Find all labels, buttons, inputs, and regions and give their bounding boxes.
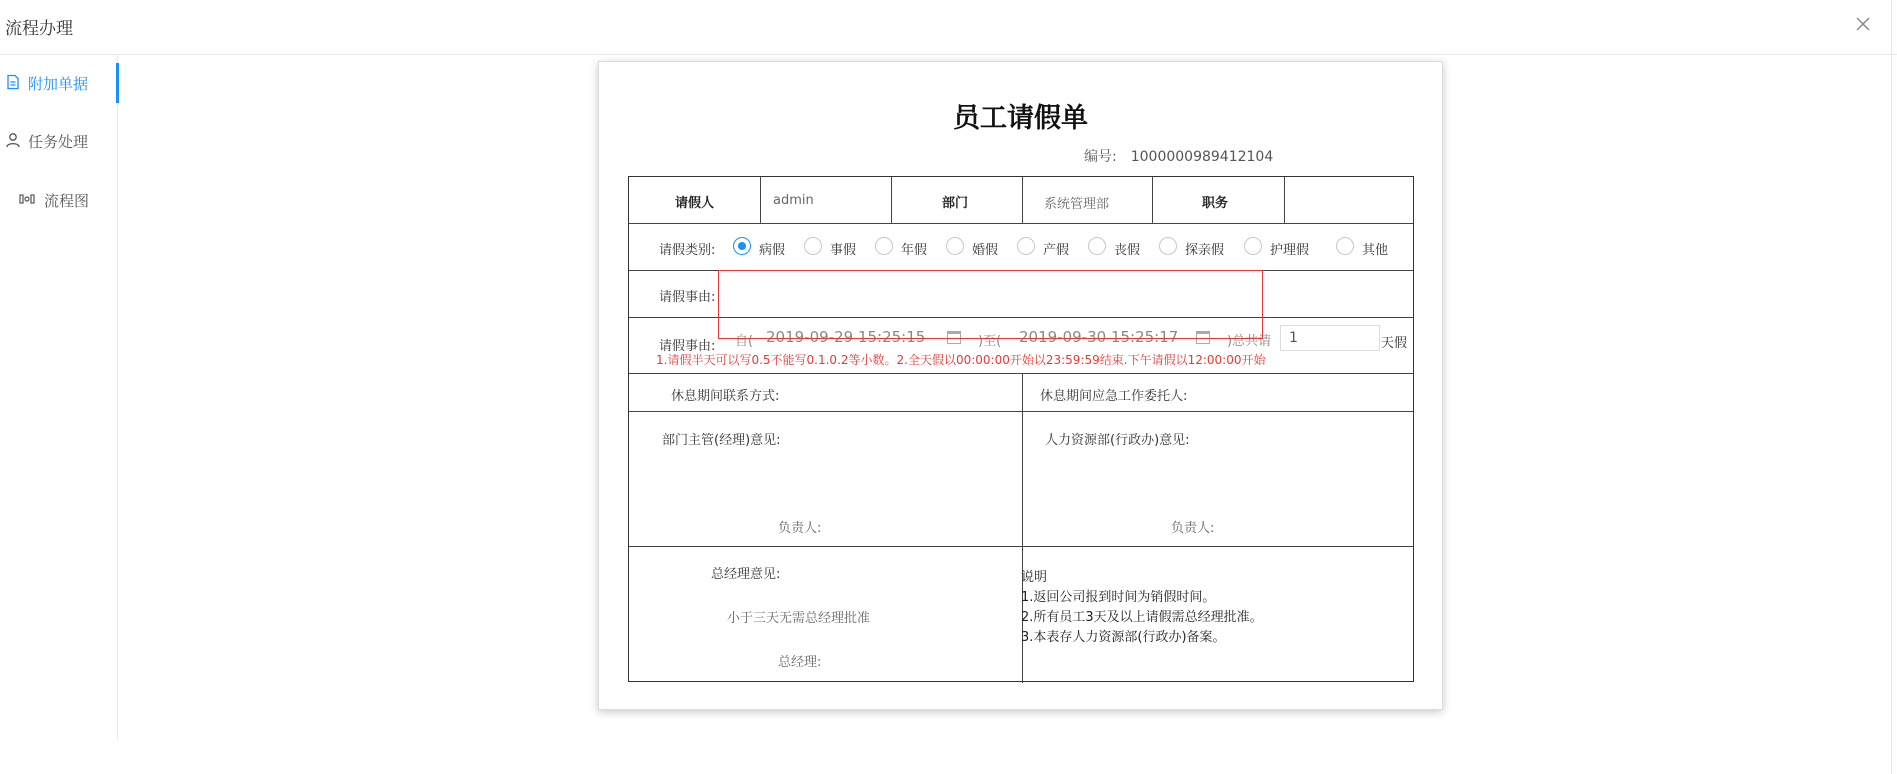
row-divider [629, 223, 1413, 224]
calendar-icon[interactable] [1196, 331, 1210, 344]
sidebar [0, 55, 118, 739]
radio-family-visit-leave[interactable] [1159, 237, 1177, 255]
notes-line: 3.本表存人力资源部(行政办)备案。 [1021, 630, 1226, 645]
right-divider [1891, 0, 1892, 774]
user-icon [5, 132, 21, 148]
serial-number [1084, 146, 1273, 166]
department-value[interactable]: 系统管理部 [1044, 197, 1110, 212]
col-divider [891, 177, 892, 223]
period-hint: 1.请假半天可以写0.5不能写0.1.0.2等小数。2.全天假以00:00:00开始以23:59:59结束.下午请假以12:00:00开始 [656, 353, 1266, 367]
department-label: 部门 [942, 196, 969, 211]
row-divider [629, 411, 1413, 412]
radio-sick-leave[interactable] [733, 237, 751, 255]
dept-manager-opinion-label: 部门主管(经理)意见: [662, 433, 781, 448]
total-days-input[interactable] [1280, 325, 1380, 351]
responsible-label: 负责人: [778, 521, 822, 536]
responsible-label: 负责人: [1171, 521, 1215, 536]
gm-note: 小于三天无需总经理批准 [727, 611, 871, 626]
end-date-field[interactable]: 2019-09-30 15:25:17 [1019, 328, 1179, 346]
position-label: 职务 [1202, 196, 1229, 211]
from-prefix: 自( [735, 334, 754, 349]
col-divider [760, 177, 761, 223]
contact-label: 休息期间联系方式: [671, 389, 780, 404]
col-divider [1284, 177, 1285, 223]
option-label: 年假 [901, 243, 928, 258]
sidebar-item-attachments[interactable] [0, 63, 118, 103]
applicant-label: 请假人 [675, 196, 715, 211]
calendar-icon[interactable] [947, 331, 961, 344]
sidebar-item-label: 任务处理 [28, 133, 89, 151]
option-label: 事假 [830, 243, 857, 258]
radio-nursing-leave[interactable] [1244, 237, 1262, 255]
form-title: 员工请假单 [953, 103, 1088, 134]
radio-maternity-leave[interactable] [1017, 237, 1035, 255]
total-prefix: )总共请 [1227, 334, 1272, 349]
dialog-title: 流程办理 [5, 19, 73, 39]
option-label: 婚假 [972, 243, 999, 258]
document-icon [5, 74, 21, 90]
leave-form [598, 61, 1443, 710]
option-label: 其他 [1362, 243, 1389, 258]
radio-bereavement-leave[interactable] [1088, 237, 1106, 255]
option-label: 丧假 [1114, 243, 1141, 258]
applicant-value[interactable]: admin [773, 193, 814, 208]
option-label: 护理假 [1270, 243, 1310, 258]
serial-value: 1000000989412104 [1130, 149, 1274, 165]
start-date-field[interactable]: 2019-09-29 15:25:15 [766, 328, 926, 346]
col-divider [1022, 177, 1023, 223]
row-divider [629, 373, 1413, 374]
gm-opinion-label: 总经理意见: [711, 567, 781, 582]
row-divider [629, 546, 1413, 547]
close-icon[interactable] [1853, 14, 1873, 34]
row-divider [629, 270, 1413, 271]
notes-line: 1.返回公司报到时间为销假时间。 [1021, 590, 1216, 605]
radio-other-leave[interactable] [1336, 237, 1354, 255]
reason-label: 请假事由: [659, 290, 716, 305]
row-divider [629, 317, 1413, 318]
to-prefix: )至( [978, 334, 1002, 349]
period-label: 请假事由: [659, 339, 716, 354]
sidebar-item-tasks[interactable] [0, 121, 118, 161]
delegate-label: 休息期间应急工作委托人: [1040, 389, 1188, 404]
flowchart-icon [19, 191, 35, 207]
radio-annual-leave[interactable] [875, 237, 893, 255]
notes [1021, 568, 1263, 648]
hr-opinion-label: 人力资源部(行政办)意见: [1045, 433, 1190, 448]
notes-title: 说明 [1021, 570, 1048, 585]
radio-marriage-leave[interactable] [946, 237, 964, 255]
col-divider [1152, 177, 1153, 223]
notes-line: 2.所有员工3天及以上请假需总经理批准。 [1021, 610, 1263, 625]
serial-label: 编号: [1084, 149, 1117, 165]
sidebar-item-label: 流程图 [44, 192, 90, 210]
leave-type-label: 请假类别: [659, 243, 716, 258]
gm-label: 总经理: [778, 655, 822, 670]
days-suffix: 天假 [1381, 336, 1408, 351]
sidebar-item-flowchart[interactable] [0, 180, 118, 220]
radio-personal-leave[interactable] [804, 237, 822, 255]
option-label: 探亲假 [1185, 243, 1225, 258]
option-label: 病假 [759, 243, 786, 258]
option-label: 产假 [1043, 243, 1070, 258]
dialog-header [0, 0, 1897, 55]
sidebar-item-label: 附加单据 [28, 75, 89, 93]
